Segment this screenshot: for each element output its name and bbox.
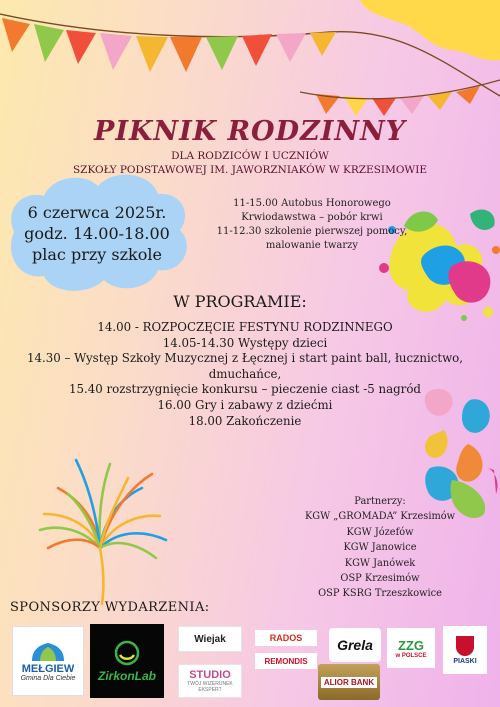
yellow-dot <box>476 4 484 12</box>
rados-name: RADOS <box>269 633 303 643</box>
event-date: 6 czerwca 2025r. <box>27 203 167 222</box>
studio-name: STUDIO <box>189 669 231 681</box>
event-details <box>22 202 172 265</box>
partners-block <box>290 494 470 602</box>
program-item: 16.00 Gry i zabawy z dziećmi <box>157 397 333 412</box>
info-line: Krwiodawstwa – pobór krwi <box>241 212 383 223</box>
partners-heading: Partnerzy: <box>354 496 406 507</box>
program-item: dmuchańce, <box>208 366 282 381</box>
info-line: malowanie twarzy <box>265 240 359 251</box>
subtitle-line-2: SZKOŁY PODSTAWOWEJ IM. JAWORZNIAKÓW W KRZESIMOWIE <box>72 164 428 176</box>
partner-item: KGW Janowice <box>343 542 417 554</box>
program-list <box>0 320 490 429</box>
info-block <box>212 197 412 253</box>
partner-item: KGW „GROMADA” Krzesimów <box>304 511 456 523</box>
alior-name: ALIOR BANK <box>321 677 377 688</box>
remondis-name: REMONDIS <box>264 656 308 666</box>
info-line: 11-15.00 Autobus Honorowego <box>233 198 391 209</box>
partner-item: OSP Krzesimów <box>340 573 420 585</box>
page-title: PIKNIK RODZINNY <box>94 116 406 147</box>
info-line: 11-12.30 szkolenie pierwszej pomocy, <box>216 226 408 237</box>
zirkonlab-logo <box>90 624 164 698</box>
rados-logo <box>255 630 317 646</box>
studio-tag: TWÓJ WIZERUNEK EKSPERT <box>187 681 233 693</box>
program-heading: W PROGRAMIE: <box>173 292 307 311</box>
wiejak-name: Wiejak <box>194 633 226 645</box>
program-item: 15.40 rozstrzygnięcie konkursu – pieczenie ciast -5 nagród <box>69 382 421 397</box>
sponsors-heading: SPONSORZY WYDARZENIA: <box>10 600 210 615</box>
zzg-tag: w POLSCE <box>395 652 427 659</box>
subtitle-line-1: DLA RODZICÓW I UCZNIÓW <box>171 150 329 162</box>
piaski-logo <box>443 626 487 674</box>
zirkonlab-name: ZirkonLab <box>97 669 156 683</box>
coat-of-arms-icon <box>456 636 474 656</box>
program-item: 18.00 Zakończenie <box>188 413 302 428</box>
program-item: 14.05-14.30 Występy dzieci <box>162 335 328 350</box>
firework <box>40 460 166 604</box>
event-place: plac przy szkole <box>32 245 162 264</box>
melgiew-logo <box>12 626 84 696</box>
wiejak-logo <box>178 626 242 652</box>
program-item: 14.30 – Występ Szkoły Muzycznej z Łęcznej i start paint ball, łucznictwo, <box>26 351 464 366</box>
melgiew-name: MEŁGIEW <box>21 662 75 675</box>
bunting-flags <box>2 18 480 116</box>
partner-item: KGW Józefów <box>346 526 414 538</box>
event-time: godz. 14.00-18.00 <box>24 224 170 243</box>
grela-logo <box>329 628 381 662</box>
partner-item: OSP KSRG Trzeszkowice <box>318 588 442 600</box>
zzg-name: ZZG <box>398 637 424 653</box>
alior-bank-logo <box>318 664 380 700</box>
smile-icon <box>109 639 145 669</box>
grela-name: Grela <box>337 637 373 653</box>
piaski-name: PIASKI <box>453 657 477 665</box>
tulip-icon <box>28 641 68 663</box>
studio-logo <box>178 664 242 698</box>
partner-item: KGW Janówek <box>344 557 416 569</box>
melgiew-tag: Gmina Dla Ciebie <box>20 674 76 682</box>
zzg-logo <box>387 628 435 668</box>
remondis-logo <box>255 653 317 669</box>
program-item: 14.00 - ROZPOCZĘCIE FESTYNU RODZINNEGO <box>97 320 393 334</box>
